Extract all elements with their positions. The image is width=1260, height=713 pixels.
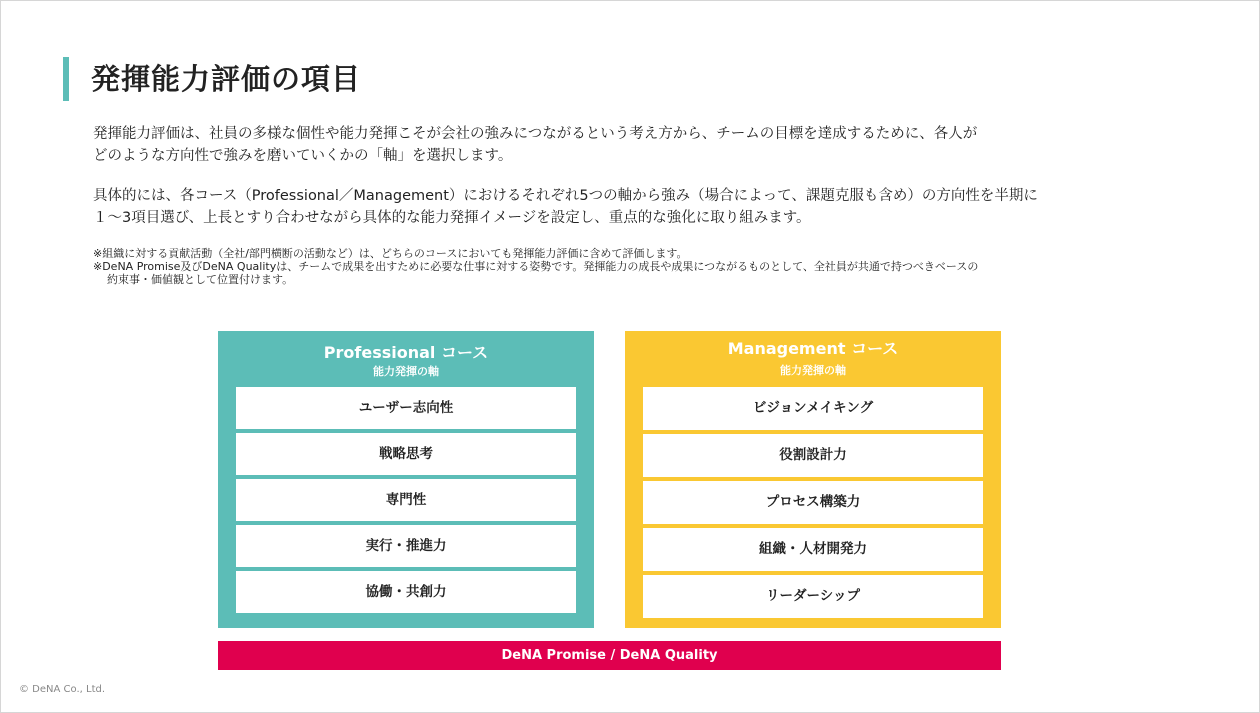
professional-course-box [218,331,594,628]
management-axis-item: プロセス構築力 [643,481,983,524]
professional-axis-list [236,387,576,617]
professional-course-name: Professional コース [323,343,489,362]
detail-line-2: １〜3項目選び、上長とすり合わせながら具体的な能力発揮イメージを設定し、重点的な強化に取り組みます。 [93,210,811,226]
footnote-2-line-1: ※DeNA Promise及びDeNA Qualityは、チームで成果を出すために必要な仕事に対する姿勢です。発揮能力の成長や成果につながるものとして、全社員が共通で持つべきベースの [93,260,979,273]
intro-paragraph [93,123,1213,167]
intro-line-1: 発揮能力評価は、社員の多様な個性や能力発揮こそが会社の強みにつながるという考え方から、チームの目標を達成するために、各人が [93,126,978,142]
professional-axis-item: 戦略思考 [236,433,576,475]
management-axis-item: 組織・人材開発力 [643,528,983,571]
management-course-box [625,331,1001,628]
management-axis-item: 役割設計力 [643,434,983,477]
professional-course-subtitle: 能力発揮の軸 [373,365,439,378]
intro-line-2: どのような方向性で強みを磨いていくかの「軸」を選択します。 [93,148,513,164]
management-course-subtitle: 能力発揮の軸 [780,364,846,377]
management-axis-item: リーダーシップ [643,575,983,618]
footnotes [93,247,1213,286]
foundation-bar: DeNA Promise / DeNA Quality [218,641,1001,670]
professional-axis-item: ユーザー志向性 [236,387,576,429]
detail-paragraph [93,185,1213,229]
management-axis-item: ビジョンメイキング [643,387,983,430]
professional-axis-item: 専門性 [236,479,576,521]
title-accent-bar [63,57,69,101]
page-title: 発揮能力評価の項目 [91,62,362,96]
footnote-2-line-2: 約束事・価値観として位置付けます。 [107,273,294,286]
management-course-name: Management コース [727,339,899,358]
professional-axis-item: 協働・共創力 [236,571,576,613]
detail-line-1: 具体的には、各コース（Professional／Management）におけるそれぞれ5つの軸から強み（場合によって、課題克服も含め）の方向性を半期に [93,188,1038,204]
professional-axis-item: 実行・推進力 [236,525,576,567]
copyright: © DeNA Co., Ltd. [19,684,106,695]
management-axis-list [643,387,983,622]
footnote-1: ※組織に対する貢献活動（全社/部門横断の活動など）は、どちらのコースにおいても発揮能力評価に含めて評価します。 [93,247,688,260]
